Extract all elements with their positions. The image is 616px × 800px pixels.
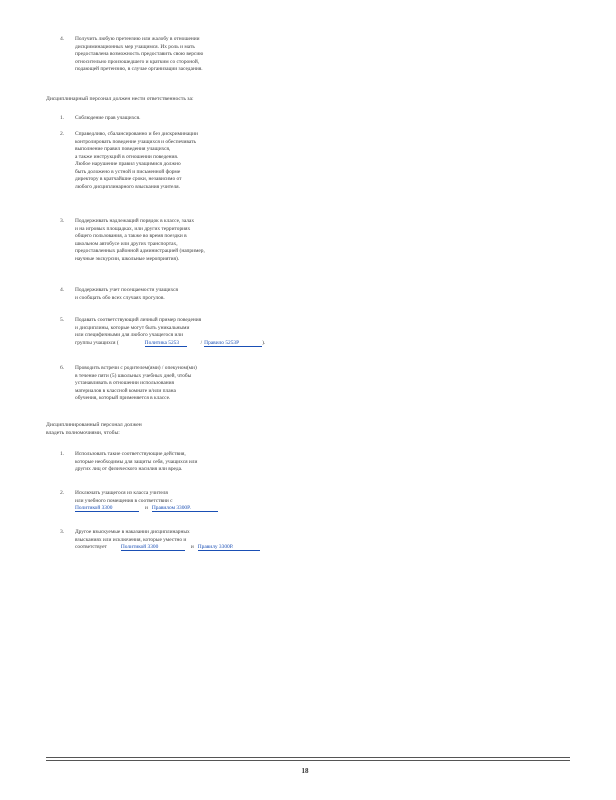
footer-rule (46, 757, 570, 758)
text-line: Поддерживать надлежащий порядок в классе, залах (75, 218, 195, 224)
policy-link[interactable]: Политикой 3300 (75, 505, 139, 512)
text-line: относительно произошедшего и кратким со стороной, (75, 58, 200, 65)
text-line: Соблюдение прав учащихся. (75, 115, 141, 121)
list-number: 4. (60, 36, 65, 42)
text-line: Подавать соответствующий личный пример поведения (75, 317, 202, 323)
text-line: или учебного помещения в соответствии с (75, 497, 173, 504)
text-line: контролировать поведение учащихся и обеспечивать (75, 138, 196, 145)
text-line: школьном автобусе или других транспортах, (75, 240, 178, 247)
text-line: любого дисциплинарного взыскания учителя. (75, 183, 180, 190)
text-line: а также инструкций в отношении поведения. (75, 153, 179, 160)
text-line: в течение пяти (5) школьных учебных дней, чтобы (75, 372, 192, 379)
list-number: 6. (60, 365, 65, 371)
paragraph-text: Дисциплинированный персонал должен (46, 422, 142, 428)
list-number: 3. (60, 218, 65, 224)
list-item-text (75, 365, 375, 403)
list-item-text (75, 115, 375, 123)
list-item-text (75, 131, 375, 191)
list-number: 2. (60, 131, 65, 137)
text-fragment: соответствует (75, 544, 107, 550)
list-item-text (75, 317, 375, 347)
text-line (75, 340, 375, 348)
section-paragraph (46, 422, 406, 437)
link-separator: и (145, 505, 148, 511)
text-line: Другое взыскуемые в наказании дисциплинарных (75, 529, 190, 535)
text-line: и дисциплины, которые могут быть уникальными (75, 324, 190, 331)
paragraph-text: Дисциплинарный персонал должен нести ответственность за: (46, 96, 194, 102)
text-line: обучения, который применяется в классе. (75, 395, 171, 401)
text-line: Любое нарушение правил учащимися должно (75, 161, 181, 167)
list-item-text (75, 490, 375, 513)
text-line: которые необходимы для защиты себя, учащихся или (75, 458, 198, 465)
footer-rule (46, 760, 570, 761)
text-line: Проводить встречи с родителем(ями) / опекуном(ми) (75, 365, 197, 371)
text-line: материалов в классной комнате и/или плана (75, 387, 176, 394)
rule-link[interactable]: Правило 5253Р (204, 340, 262, 347)
text-line: и сообщать обо всех случаях прогулов. (75, 294, 165, 301)
text-line: подающей претензию, в случае организации заседания. (75, 66, 203, 72)
list-item-text (75, 451, 375, 474)
text-line: Справедливо, сбалансированно и без дискриминации (75, 131, 198, 137)
list-number: 1. (60, 451, 65, 457)
list-number: 4. (60, 287, 65, 293)
list-item-text (75, 287, 375, 302)
list-number: 5. (60, 317, 65, 323)
list-item-text (75, 529, 375, 552)
list-number: 1. (60, 115, 65, 121)
text-line: выполнение правил поведения учащихся, (75, 146, 171, 152)
link-separator: / (200, 339, 203, 346)
rule-link[interactable]: Правилом 3300Р. (152, 505, 218, 512)
paragraph-text: владеть полномочиями, чтобы: (46, 429, 120, 436)
text-line: Поддерживать учет посещаемости учащихся (75, 287, 178, 293)
text-line: взысканиях или исключения, которые уместно и (75, 536, 187, 543)
policy-link[interactable]: Политика 5253 (145, 340, 187, 347)
page-number: 18 (301, 767, 309, 775)
text-line: или специфичными для любого учащегося или (75, 332, 183, 338)
text-line: Исключать учащегося из класса учителя (75, 490, 168, 496)
text-line: научные экскурсии, школьные мероприятия). (75, 255, 180, 262)
text-line: Получить любую претензию или жалобу в отношении (75, 36, 200, 42)
text-line: других лиц от физического насилия или вреда. (75, 466, 183, 472)
text-fragment: ). (262, 339, 266, 346)
text-line: общего пользования, а также во время поездки в (75, 233, 187, 239)
text-line: директору в кратчайшие сроки, независимо от (75, 176, 182, 182)
rule-link[interactable]: Правилу 3300Р. (198, 544, 260, 551)
list-number: 3. (60, 529, 65, 535)
text-line: Использовать такие соответствующие действия, (75, 451, 186, 457)
text-fragment: группы учащихся ( (75, 339, 119, 346)
list-item-text (75, 36, 375, 74)
text-line: предоставлена возможность предоставить свою версию (75, 51, 204, 57)
text-line: предоставленных районной администрацией (например, (75, 248, 205, 254)
list-number: 2. (60, 490, 65, 496)
text-line (75, 505, 375, 513)
section-paragraph (46, 96, 406, 104)
link-separator: и (190, 544, 194, 550)
text-line: и на игровых площадках, или других территориях (75, 225, 191, 232)
policy-link[interactable]: Политикой 3300 (121, 544, 185, 551)
text-line: дискриминационных мер учащимся. Их роль и мать (75, 43, 195, 50)
text-line (75, 544, 375, 552)
list-item-text (75, 218, 375, 263)
text-line: быть доложено в устной и письменной форме (75, 168, 181, 175)
text-line: устанавливать в отношении использования (75, 380, 174, 386)
